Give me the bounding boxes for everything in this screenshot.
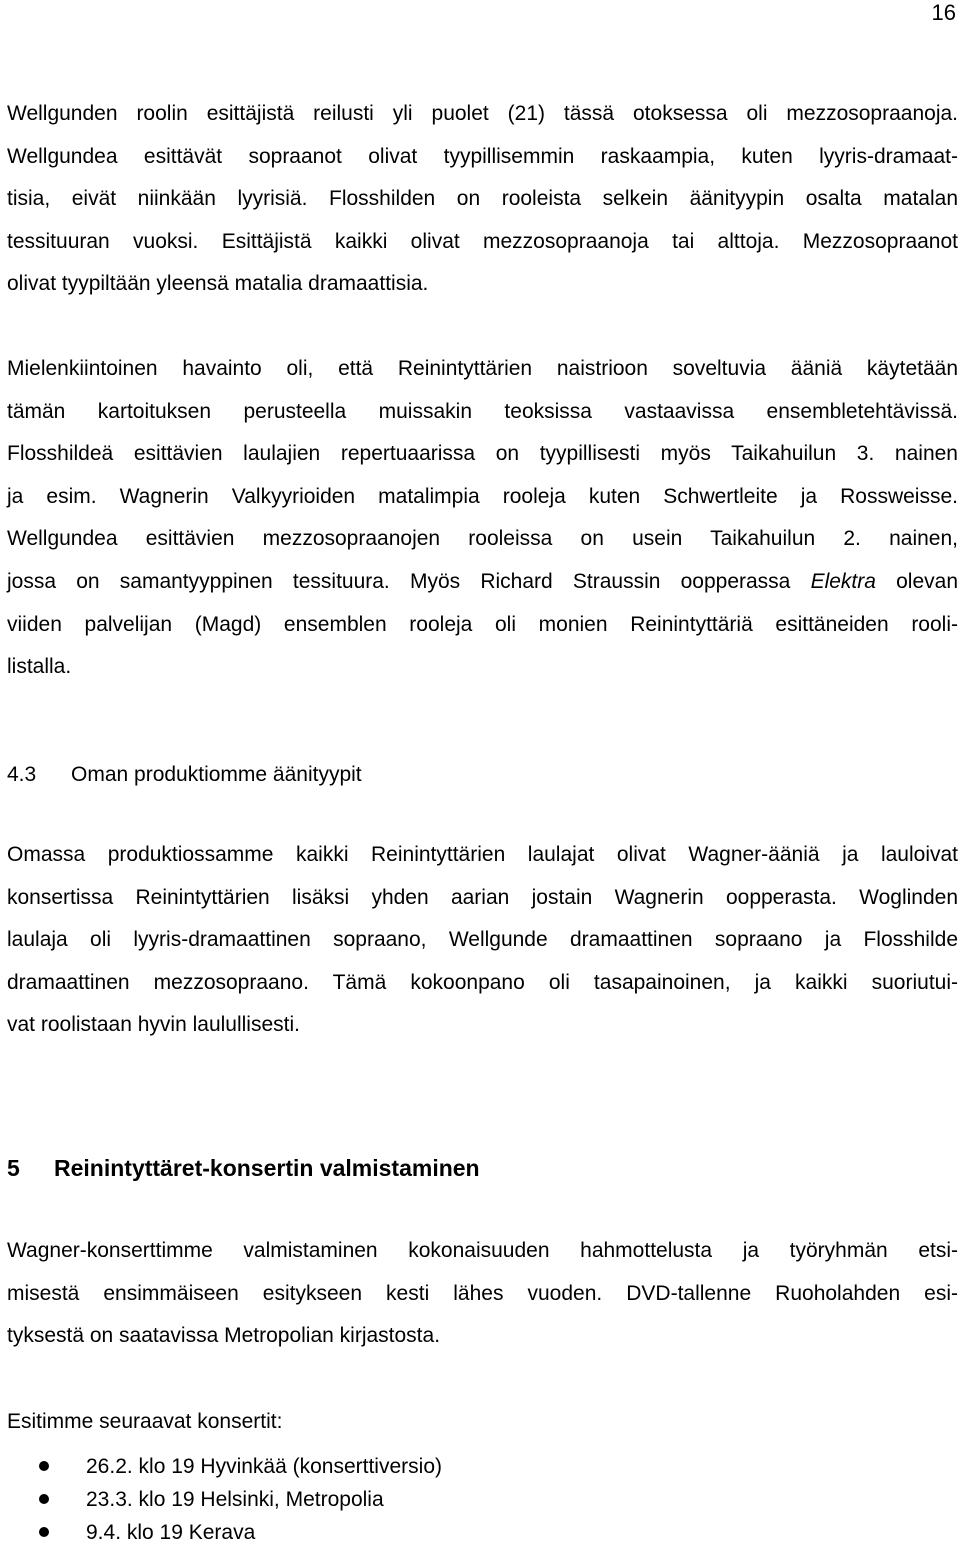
section-number: 4.3 — [7, 763, 37, 786]
list-item — [0, 1516, 442, 1549]
text-line: tämän kartoituksen perusteella muissakin teoksissa vastaavissa ensembletehtävissä. — [7, 399, 958, 423]
text-segment: jossa on samantyyppinen tessituura. Myös Richard Straussin oopperassa — [7, 569, 811, 593]
text-line: viiden palvelijan (Magd) ensemblen rooleja oli monien Reinintyttäriä esittäneiden rooli- — [7, 612, 958, 636]
text-line: tessituuran vuoksi. Esittäjistä kaikki olivat mezzosopraanoja tai alttoja. Mezzosopraanot — [7, 229, 958, 253]
text-line: Omassa produktiossamme kaikki Reinintyttärien laulajat olivat Wagner-ääniä ja lauloivat — [7, 843, 958, 866]
section-title: Oman produktiomme äänityypit — [71, 763, 362, 786]
section-heading-4-3 — [7, 755, 362, 795]
text-line: dramaattinen mezzosopraano. Tämä kokoonpano oli tasapainoinen, ja kaikki suoriutui- — [7, 970, 958, 994]
paragraph-observation — [7, 348, 958, 689]
opera-title-italic: Elektra — [810, 569, 876, 593]
text-line: ja esim. Wagnerin Valkyyrioiden matalimpia rooleja kuten Schwertleite ja Rossweisse. — [7, 484, 958, 508]
concert-entry: 9.4. klo 19 Kerava — [86, 1521, 256, 1544]
list-item — [0, 1483, 442, 1516]
concert-entry: 26.2. klo 19 Hyvinkää (konserttiversio) — [86, 1455, 442, 1478]
text-line-with-italic — [7, 561, 958, 604]
concerts-intro: Esitimme seuraavat konsertit: — [7, 1410, 283, 1433]
text-line: konsertissa Reinintyttärien lisäksi yhden aarian jostain Wagnerin oopperasta. Woglinden — [7, 885, 958, 909]
page-number: 16 — [931, 0, 956, 25]
text-line: Wellgundea esittävät sopraanot olivat tyypillisemmin raskaampia, kuten lyyris-dramaat- — [7, 144, 958, 168]
text-line: misestä ensimmäiseen esitykseen kesti lähes vuoden. DVD-tallenne Ruoholahden esi- — [7, 1281, 958, 1305]
paragraph-wellgunde-roles — [7, 93, 958, 306]
text-line: olivat tyypiltään yleensä matalia dramaattisia. — [7, 272, 429, 296]
bullet-icon — [39, 1527, 49, 1537]
concert-list — [0, 1450, 442, 1549]
text-segment: olevan — [875, 569, 958, 593]
bullet-icon — [39, 1461, 49, 1471]
text-line: Wagner-konserttimme valmistaminen kokonaisuuden hahmottelusta ja työryhmän etsi- — [7, 1239, 958, 1262]
text-line: tyksestä on saatavissa Metropolian kirjastosta. — [7, 1324, 441, 1348]
section-number: 5 — [7, 1155, 20, 1181]
paragraph-concert-preparation — [7, 1230, 958, 1358]
list-item — [0, 1450, 442, 1483]
paragraph-own-production — [7, 834, 958, 1047]
text-line: Wellgundea esittävien mezzosopraanojen rooleissa on usein Taikahuilun 2. nainen, — [7, 527, 958, 551]
section-title: Reinintyttäret-konsertin valmistaminen — [54, 1155, 480, 1181]
section-heading-5 — [7, 1146, 480, 1190]
text-line: listalla. — [7, 655, 72, 679]
concert-entry: 23.3. klo 19 Helsinki, Metropolia — [86, 1488, 384, 1511]
bullet-icon — [39, 1494, 49, 1504]
text-line: Flosshildeä esittävien laulajien repertuaarissa on tyypillisesti myös Taikahuilun 3. nainen — [7, 442, 958, 466]
text-line: Wellgunden roolin esittäjistä reilusti yli puolet (21) tässä otoksessa oli mezzosopraanoja. — [7, 102, 958, 125]
text-line: tisia, eivät niinkään lyyrisiä. Flosshilden on rooleista selkein äänityypin osalta matalan — [7, 187, 958, 211]
text-line: Mielenkiintoinen havainto oli, että Reinintyttärien naistrioon soveltuvia ääniä käytetään — [7, 357, 958, 380]
text-line: vat roolistaan hyvin laulullisesti. — [7, 1013, 300, 1037]
text-line: laulaja oli lyyris-dramaattinen sopraano, Wellgunde dramaattinen sopraano ja Flosshilde — [7, 928, 958, 952]
